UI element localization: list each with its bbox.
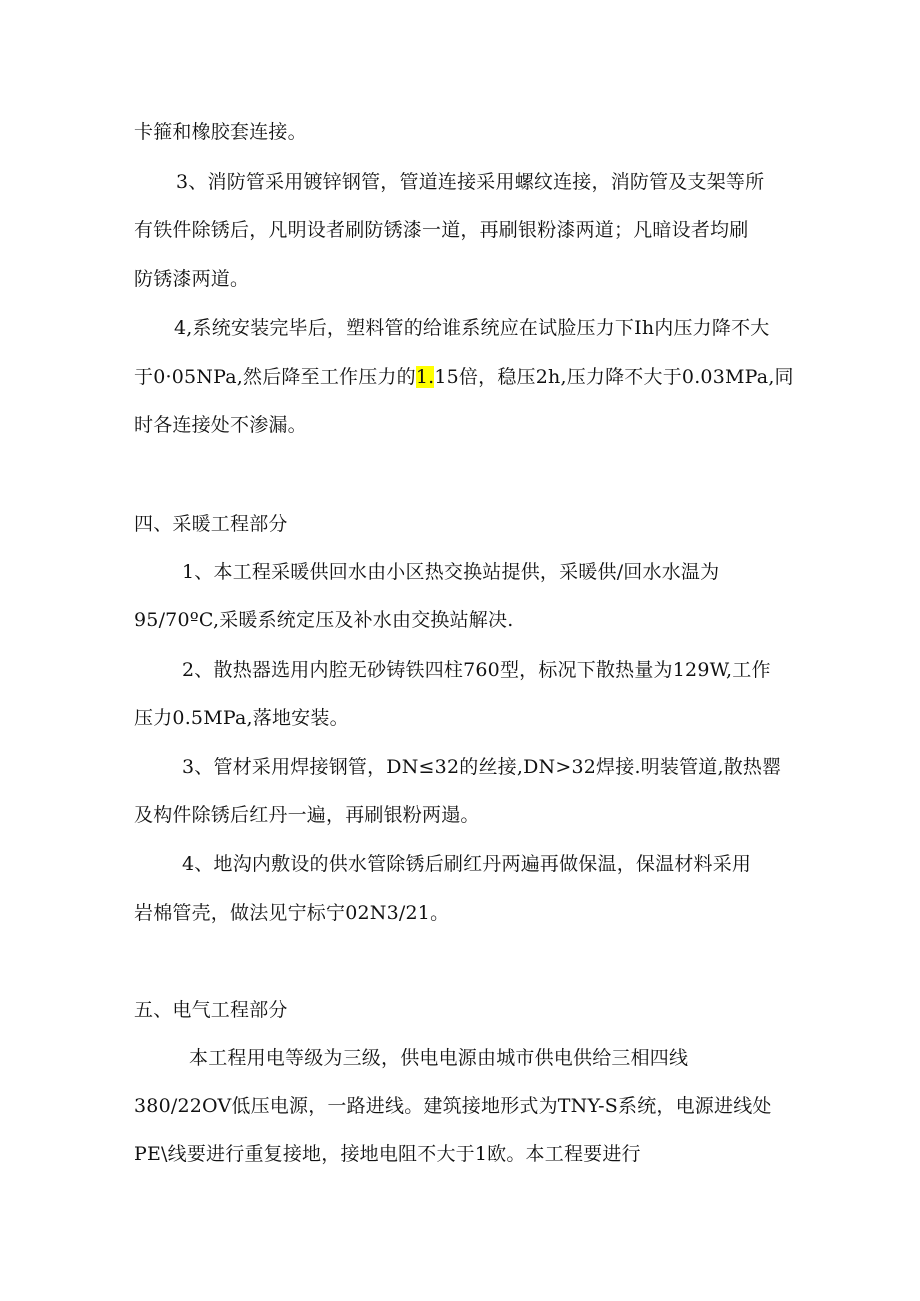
text-line: 本工程用电等级为三级，供电电源由城市供电供给三相四线 (189, 1047, 689, 1069)
text-line: 4,系统安装完毕后，塑料管的给谁系统应在试脸压力下Ih内压力降不大 (174, 317, 770, 339)
text-line: 压力0.5MPa,落地安装。 (134, 707, 349, 729)
text-line: 1、本工程采暖供回水由小区热交换站提供，采暖供/回水水温为 (182, 561, 720, 583)
section-heading: 四、采暖工程部分 (134, 513, 288, 535)
text-line: 4、地沟内敷设的供水管除锈后刷红丹两遍再做保温，保温材料采用 (182, 853, 752, 875)
text-line: 防锈漆两道。 (134, 268, 250, 290)
text-line: PE\线要进行重复接地，接地电阻不大于1欧。本工程要进行 (134, 1143, 641, 1165)
text-line: 2、散热器选用内腔无砂铸铁四柱760型，标况下散热量为129W,工作 (182, 659, 771, 681)
text-line: 岩棉管壳，做法见宁标宁02N3/21。 (134, 902, 450, 924)
text-line: 卡箍和橡胶套连接。 (134, 121, 307, 143)
section-heading: 五、电气工程部分 (134, 999, 288, 1021)
highlighted-text: 1. (415, 366, 435, 388)
text-line: 95/70ºC,采暖系统定压及补水由交换站解决. (134, 609, 514, 631)
text-line: 3、消防管采用镀锌钢管，管道连接采用螺纹连接，消防管及支架等所 (176, 171, 765, 193)
text-line: 有铁件除锈后，凡明设者刷防锈漆一道，再刷银粉漆两道；凡暗设者均刷 (134, 219, 749, 241)
text-line (134, 365, 794, 389)
text-run: 15倍，稳压2h,压力降不大于0.03MPa,同 (434, 366, 794, 388)
text-line: 3、管材采用焊接钢管，DN≤32的丝接,DN>32焊接.明装管道,散热罂 (182, 756, 782, 778)
text-line: 及构件除锈后红丹一遍，再刷银粉两遢。 (134, 804, 480, 826)
text-run: 于0·05NPa,然后降至工作压力的 (134, 366, 416, 388)
text-line: 380/22OV低压电源，一路进线。建筑接地形式为TNY-S系统，电源进线处 (134, 1095, 772, 1117)
text-line: 时各连接处不渗漏。 (134, 414, 307, 436)
